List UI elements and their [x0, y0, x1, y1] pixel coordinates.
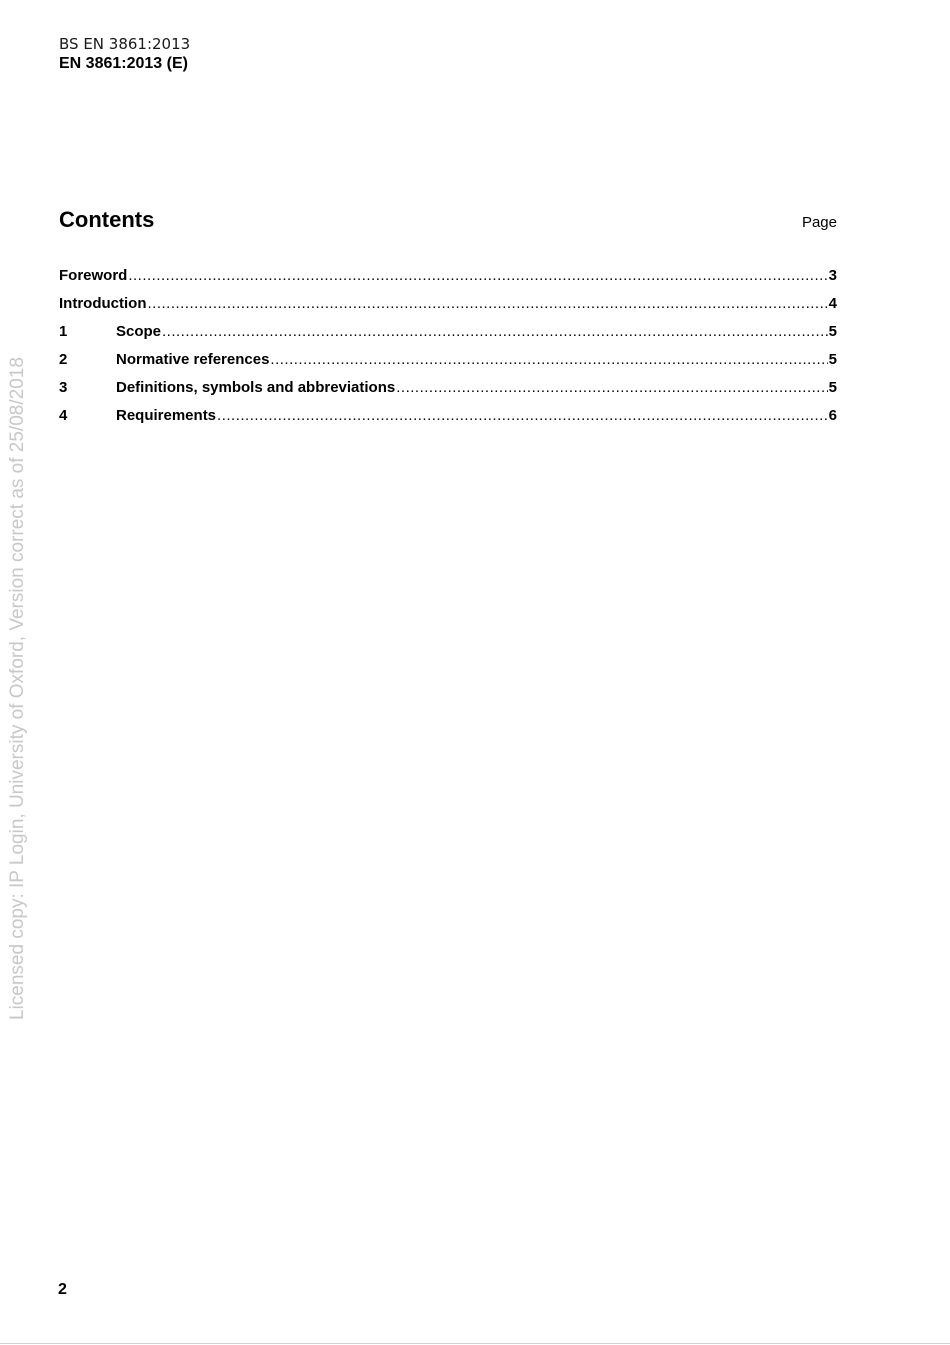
- toc-dot-leader: [217, 406, 828, 426]
- toc-dot-leader: [396, 378, 827, 398]
- toc-entry-title: Scope: [116, 323, 162, 340]
- toc-entry-title: Requirements: [116, 407, 217, 424]
- toc-entry-page: 4: [828, 295, 837, 312]
- bs-standard-code: BS EN 3861:2013: [59, 35, 191, 53]
- toc-dot-leader: [128, 266, 827, 286]
- en-standard-code: EN 3861:2013 (E): [59, 55, 188, 72]
- toc-entry-number: 4: [59, 407, 68, 424]
- toc-dot-leader: [147, 294, 827, 314]
- toc-entry-page: 3: [828, 267, 837, 284]
- toc-entry-requirements[interactable]: [59, 406, 837, 434]
- toc-entry-number: 1: [59, 323, 68, 340]
- page-bottom-border: [0, 1343, 950, 1344]
- document-header: [59, 35, 190, 74]
- toc-entry-normative-references[interactable]: [59, 350, 837, 378]
- toc-entry-definitions[interactable]: [59, 378, 837, 406]
- table-of-contents: [59, 266, 837, 434]
- toc-dot-leader: [270, 350, 827, 370]
- toc-entry-introduction[interactable]: [59, 294, 837, 322]
- toc-entry-page: 6: [828, 407, 837, 424]
- toc-entry-number: 3: [59, 379, 68, 396]
- toc-entry-title: Foreword: [59, 267, 128, 284]
- toc-entry-foreword[interactable]: [59, 266, 837, 294]
- page-column-label: Page: [801, 214, 837, 231]
- toc-entry-scope[interactable]: [59, 322, 837, 350]
- license-watermark: Licensed copy: IP Login, University of Oxford, Version correct as of 25/08/2018: [7, 357, 28, 1020]
- toc-entry-title: Introduction: [59, 295, 147, 312]
- toc-entry-page: 5: [828, 379, 837, 396]
- toc-entry-title: Normative references: [116, 351, 270, 368]
- toc-entry-page: 5: [828, 323, 837, 340]
- toc-entry-title: Definitions, symbols and abbreviations: [116, 379, 396, 396]
- contents-heading: Contents: [59, 207, 155, 232]
- toc-entry-page: 5: [828, 351, 837, 368]
- toc-dot-leader: [162, 322, 828, 342]
- page-number: 2: [58, 1281, 67, 1298]
- toc-entry-number: 2: [59, 351, 68, 368]
